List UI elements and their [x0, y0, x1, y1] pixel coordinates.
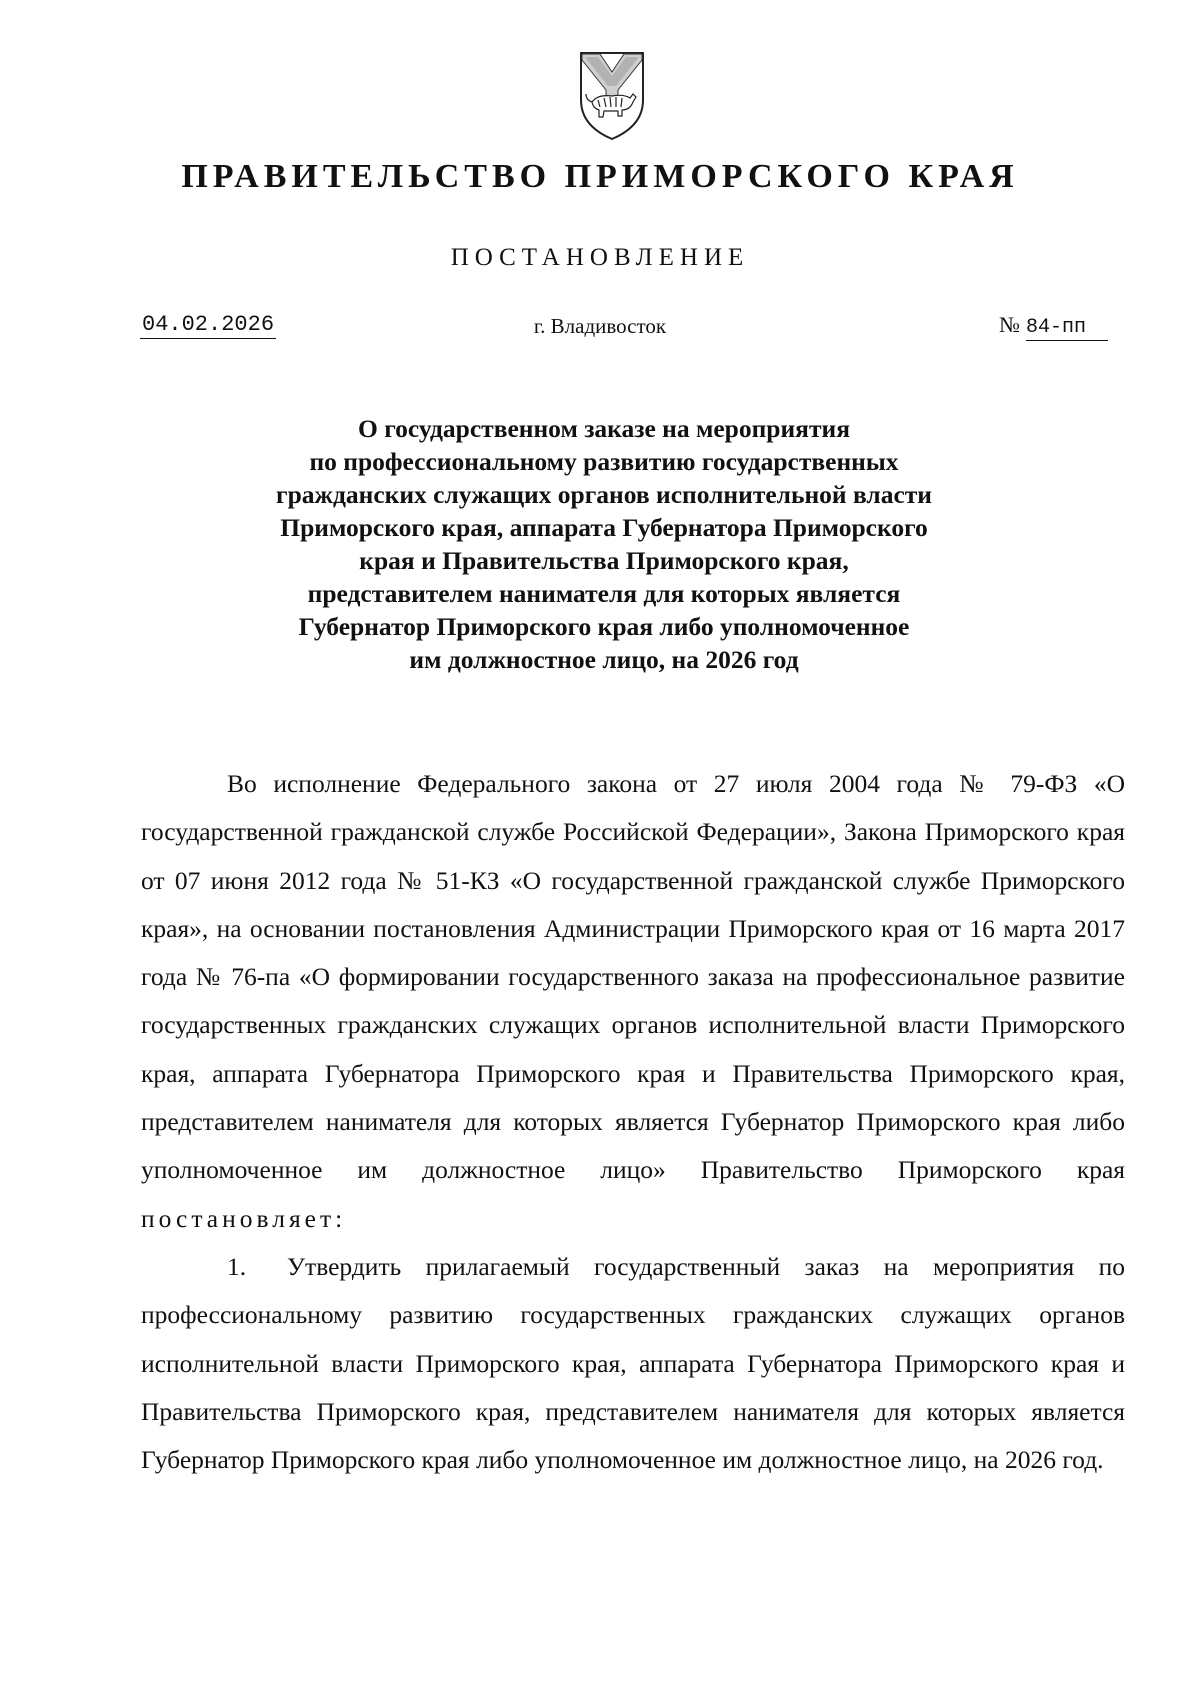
document-title: [200, 412, 1008, 676]
document-number-block: [999, 312, 1108, 341]
item-text: Утвердить прилагаемый государственный заказ на мероприятия по профессиональному развитию государственных гражданских служащих органов исполнительной власти Приморского края, аппарата Губернатора Приморского края и Правительства Приморского края, представителем нанимателя для которых является Губернатор Приморского края либо уполномоченное им должностное лицо, на 2026 год.: [141, 1251, 1125, 1475]
preamble-paragraph: [141, 760, 1125, 1243]
title-line: Губернатор Приморского края либо уполномоченное: [298, 612, 910, 641]
document-type: ПОСТАНОВЛЕНИЕ: [450, 244, 750, 271]
document-body: [141, 760, 1125, 1484]
title-line: Приморского края, аппарата Губернатора Приморского: [280, 513, 928, 542]
decree-verb: постановляет:: [141, 1203, 347, 1233]
decree-subject: Правительство Приморского края: [700, 1155, 1126, 1185]
document-city: г. Владивосток: [533, 314, 667, 338]
coat-of-arms-icon: [578, 50, 646, 142]
title-line: по профессиональному развитию государственных: [309, 447, 899, 476]
title-line: О государственном заказе на мероприятия: [358, 414, 850, 443]
preamble-text: Во исполнение Федерального закона от 27 июля 2004 года № 79-ФЗ «О государственной гражданской службе Российской Федерации», Закона Приморского края от 07 июня 2012 года № 51-КЗ «О государственной гражданской службе Приморского края», на основании постановления Администрации Приморского края от 16 марта 2017 года № 76-па «О формировании государственного заказа на профессиональное развитие государственных гражданских служащих органов исполнительной власти Приморского края, аппарата Губернатора Приморского края и Правительства Приморского края, представителем нанимателя для которых является Губернатор Приморского края либо уполномоченное им должностное лицо»: [141, 769, 1125, 1185]
title-line: представителем нанимателя для которых является: [307, 579, 901, 608]
item-number: 1.: [227, 1251, 247, 1281]
title-line: края и Правительства Приморского края,: [359, 546, 849, 575]
title-line: гражданских служащих органов исполнительной власти: [276, 480, 932, 509]
document-date: 04.02.2026: [142, 312, 275, 337]
government-name: ПРАВИТЕЛЬСТВО ПРИМОРСКОГО КРАЯ: [181, 158, 1019, 195]
document-number: 84-пп: [1026, 316, 1108, 341]
number-sign: №: [999, 312, 1020, 337]
title-line: им должностное лицо, на 2026 год: [409, 645, 799, 674]
document-meta: [0, 310, 1200, 350]
item-paragraph: [141, 1243, 1125, 1484]
